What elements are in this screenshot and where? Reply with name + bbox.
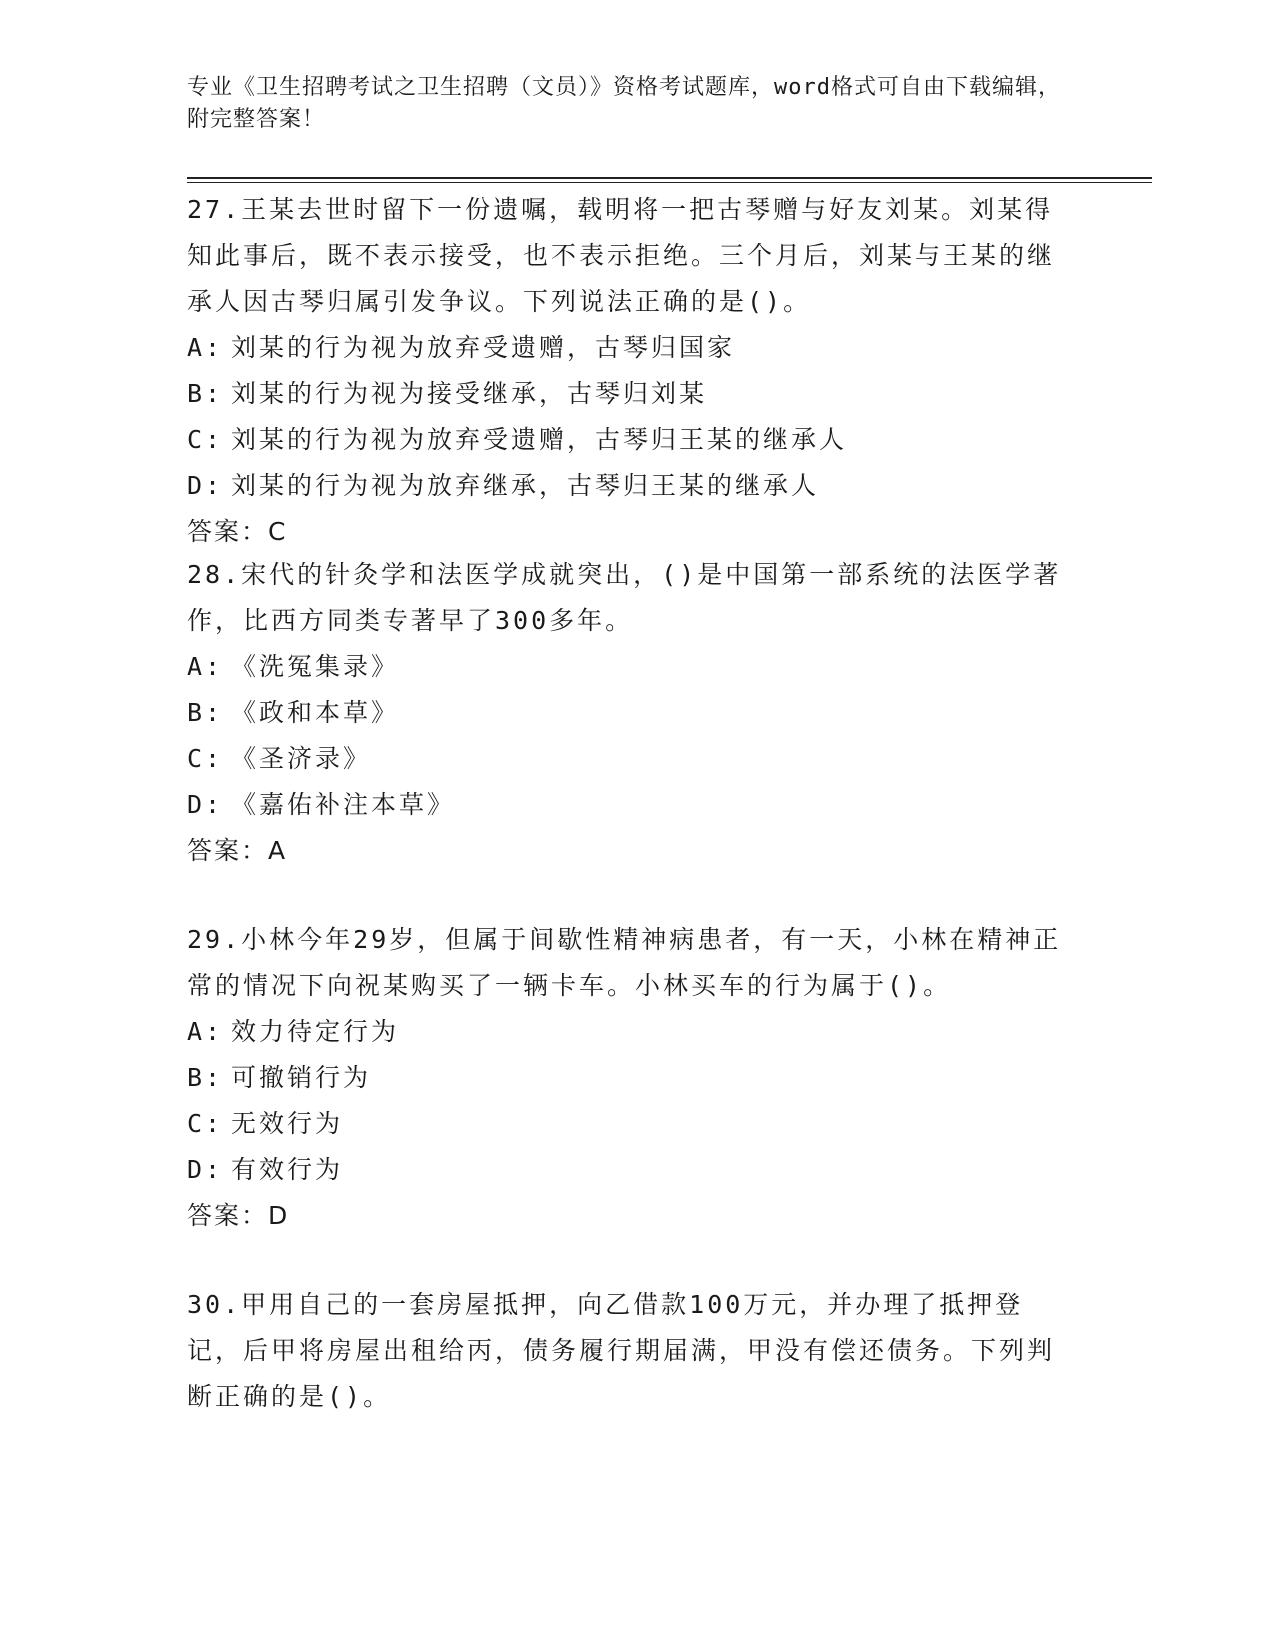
question-stem: 30.甲用自己的一套房屋抵押，向乙借款100万元，并办理了抵押登记，后甲将房屋出租给丙，债务履行期届满，甲没有偿还债务。下列判断正确的是()。 bbox=[187, 1290, 1056, 1411]
option-c bbox=[187, 1101, 1067, 1147]
header-divider-thin bbox=[187, 182, 1152, 183]
question-28 bbox=[187, 552, 1067, 874]
document-header: 专业《卫生招聘考试之卫生招聘（文员）》资格考试题库，word格式可自由下载编辑，附完整答案！ bbox=[187, 75, 1061, 132]
option-label: D: bbox=[187, 471, 224, 500]
option-label: D: bbox=[187, 790, 224, 819]
option-d bbox=[187, 1147, 1067, 1193]
option-label: C: bbox=[187, 425, 224, 454]
option-text: 无效行为 bbox=[231, 1109, 344, 1138]
option-label: D: bbox=[187, 1155, 224, 1184]
option-text: 有效行为 bbox=[231, 1155, 344, 1184]
option-text: 《洗冤集录》 bbox=[231, 652, 400, 681]
option-b bbox=[187, 1055, 1067, 1101]
option-a bbox=[187, 644, 1067, 690]
option-text: 效力待定行为 bbox=[231, 1017, 400, 1046]
answer-line: 答案：C bbox=[187, 517, 288, 546]
option-label: A: bbox=[187, 1017, 224, 1046]
option-label: A: bbox=[187, 652, 224, 681]
option-text: 《政和本草》 bbox=[231, 698, 400, 727]
option-text: 可撤销行为 bbox=[231, 1063, 372, 1092]
option-text: 刘某的行为视为放弃继承，古琴归王某的继承人 bbox=[231, 471, 820, 500]
option-a bbox=[187, 325, 1067, 371]
option-label: B: bbox=[187, 1063, 224, 1092]
option-text: 刘某的行为视为接受继承，古琴归刘某 bbox=[231, 379, 708, 408]
option-label: C: bbox=[187, 1109, 224, 1138]
option-text: 刘某的行为视为放弃受遗赠，古琴归国家 bbox=[231, 333, 736, 362]
header-divider-thick bbox=[187, 177, 1152, 179]
option-text: 《圣济录》 bbox=[231, 744, 372, 773]
option-a bbox=[187, 1009, 1067, 1055]
option-text: 刘某的行为视为放弃受遗赠，古琴归王某的继承人 bbox=[231, 425, 848, 454]
option-b bbox=[187, 690, 1067, 736]
question-30 bbox=[187, 1282, 1067, 1420]
option-label: C: bbox=[187, 744, 224, 773]
question-27 bbox=[187, 187, 1067, 555]
option-b bbox=[187, 371, 1067, 417]
option-label: B: bbox=[187, 379, 224, 408]
answer-line: 答案：A bbox=[187, 836, 288, 865]
option-text: 《嘉佑补注本草》 bbox=[231, 790, 456, 819]
option-c bbox=[187, 417, 1067, 463]
question-stem: 27.王某去世时留下一份遗嘱，载明将一把古琴赠与好友刘某。刘某得知此事后，既不表示接受，也不表示拒绝。三个月后，刘某与王某的继承人因古琴归属引发争议。下列说法正确的是()。 bbox=[187, 195, 1056, 316]
option-c bbox=[187, 736, 1067, 782]
option-d bbox=[187, 463, 1067, 509]
option-d bbox=[187, 782, 1067, 828]
answer-line: 答案：D bbox=[187, 1201, 290, 1230]
question-stem: 29.小林今年29岁，但属于间歇性精神病患者，有一天，小林在精神正常的情况下向祝某购买了一辆卡车。小林买车的行为属于()。 bbox=[187, 925, 1062, 1000]
question-stem: 28.宋代的针灸学和法医学成就突出，()是中国第一部系统的法医学著作，比西方同类专著早了300多年。 bbox=[187, 560, 1062, 635]
question-29 bbox=[187, 917, 1067, 1239]
option-label: A: bbox=[187, 333, 224, 362]
option-label: B: bbox=[187, 698, 224, 727]
